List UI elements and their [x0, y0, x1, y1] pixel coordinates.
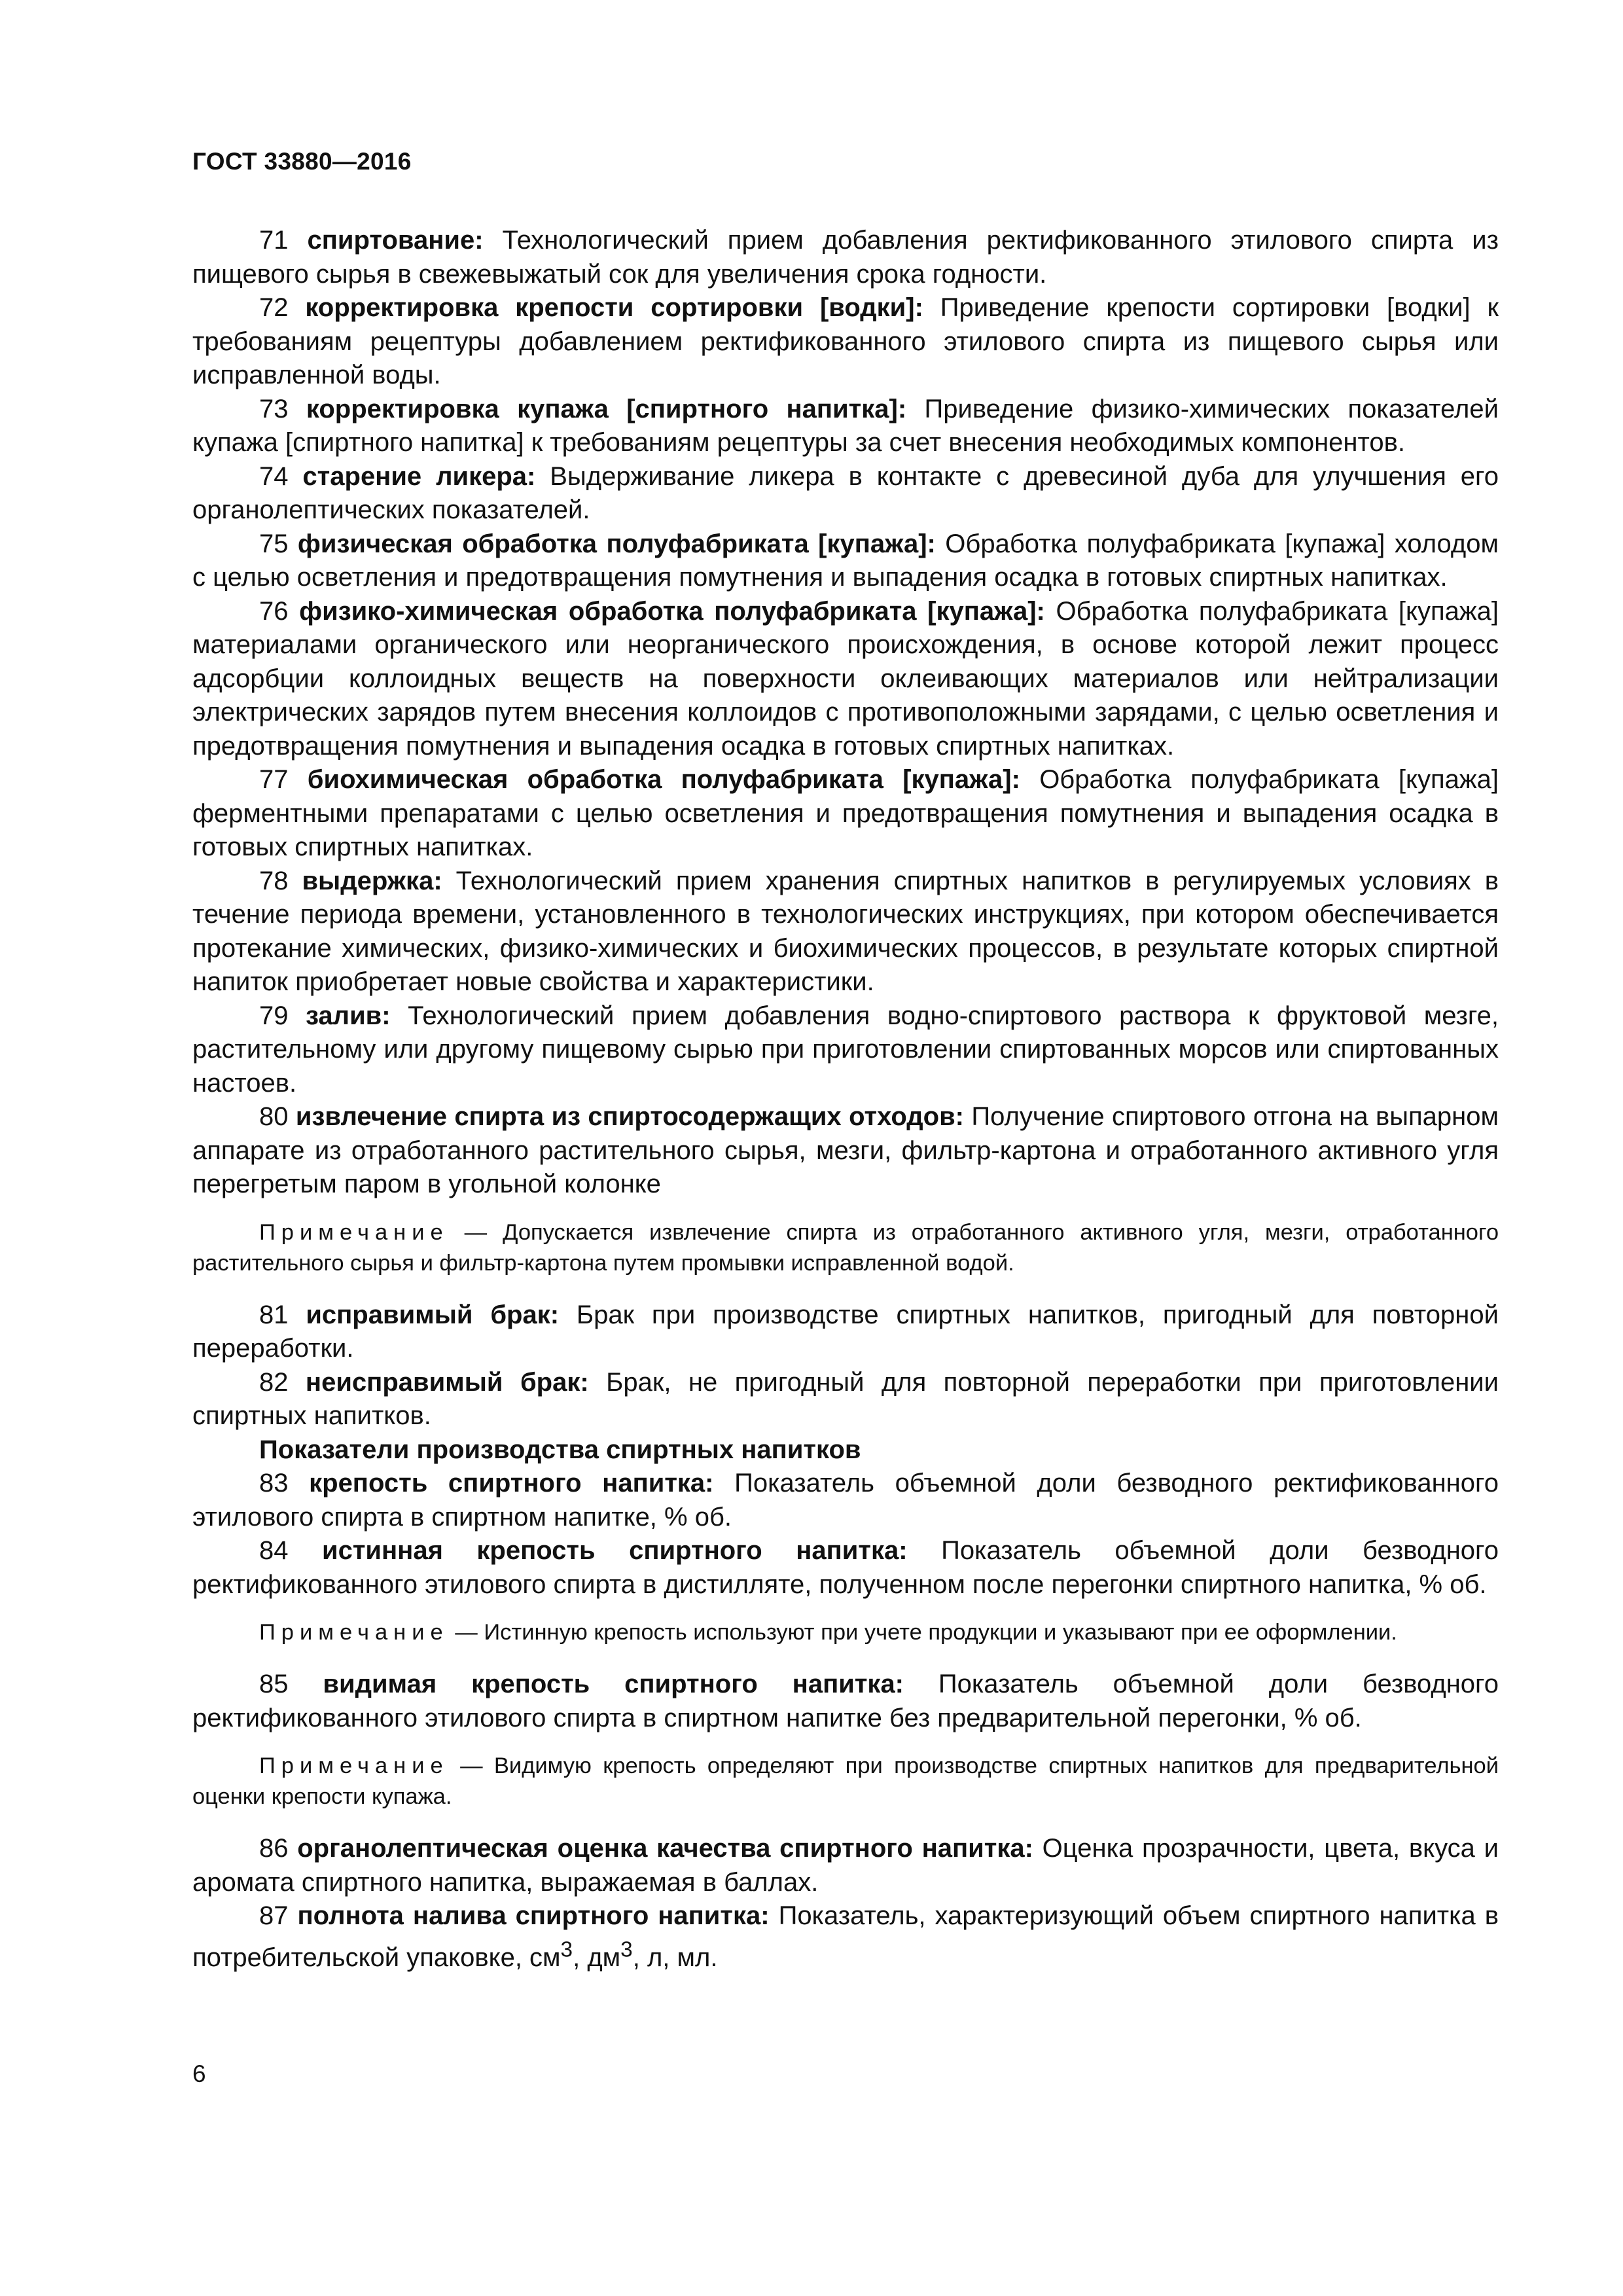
entry-87: 87 полнота налива спиртного напитка: Показатель, характеризующий объем спиртного напитка в потребительской упаковке, $см^3$, $дм^3$, л, мл. [192, 1901, 1499, 1972]
term: полнота налива спиртного напитка: [297, 1901, 770, 1930]
term: физико-химическая обработка полуфабриката [купажа]: [299, 596, 1045, 626]
definition: Показатель объемной доли безводного ректификованного этилового спирта в спиртном напитке без предварительной перегонки, % об. [192, 1670, 1499, 1732]
entry-71: 71 спиртование: Технологический прием добавления ректификованного этилового спирта из пищевого сырья в свежевыжатый сок для увеличения срока годности. [192, 226, 1499, 289]
term: истинная крепость спиртного напитка: [322, 1536, 908, 1565]
term: корректировка крепости сортировки [водки]: [305, 293, 923, 322]
term: биохимическая обработка полуфабриката [купажа]: [307, 765, 1020, 794]
definition: Технологический прием хранения спиртных напитков в регулируемых условиях в течение периода времени, установленного в технологических инструкциях, при котором обеспечивается протекание химических, физико-химических и биохимических процессов, в результате которых спиртной напиток приобретает новые свойства и характеристики. [192, 866, 1499, 996]
note-text: — Видимую крепость определяют при производстве спиртных напитков для предварительной оценки крепости купажа. [192, 1753, 1499, 1809]
definition: Технологический прием добавления ректификованного этилового спирта из пищевого сырья в свежевыжатый сок для увеличения срока годности. [192, 226, 1499, 289]
term: выдержка: [302, 866, 442, 895]
note-text: — Допускается извлечение спирта из отработанного активного угля, мезги, отработанного растительного сырья и фильтр-картона путем промывки исправленной водой. [192, 1219, 1499, 1276]
document-body [192, 224, 1499, 1975]
term: спиртование: [307, 226, 484, 255]
entry-78: 78 выдержка: Технологический прием хранения спиртных напитков в регулируемых условиях в течение периода времени, установленного в технологических инструкциях, при котором обеспечивается протекание химических, физико-химических и биохимических процессов, в результате которых спиртной напиток приобретает новые свойства и характеристики. [192, 866, 1499, 996]
term: физическая обработка полуфабриката [купажа]: [297, 529, 936, 558]
note-label: Примечание [259, 1620, 449, 1645]
term: крепость спиртного напитка: [309, 1469, 714, 1498]
entry-76: 76 физико-химическая обработка полуфабриката [купажа]: Обработка полуфабриката [купажа] материалами органического или неорганического происхождения, в основе которой лежит процесс адсорбции коллоидных веществ на поверхности оклеивающих материалов или нейтрализации электрических зарядов путем внесения коллоидов с противоположными зарядами, с целью осветления и предотвращения помутнения и выпадения осадка в готовых спиртных напитках. [192, 596, 1499, 761]
term: корректировка купажа [спиртного напитка]: [306, 394, 907, 423]
definition: Обработка полуфабриката [купажа] материалами органического или неорганического происхождения, в основе которой лежит процесс адсорбции коллоидных веществ на поверхности оклеивающих материалов или нейтрализации электрических зарядов путем внесения коллоидов с противоположными зарядами, с целью осветления и предотвращения помутнения и выпадения осадка в готовых спиртных напитках. [192, 596, 1499, 761]
definition: Обработка полуфабриката [купажа] ферментными препаратами с целью осветления и предотвращения помутнения и выпадения осадка в готовых спиртных напитках. [192, 765, 1499, 861]
definition: Выдерживание ликера в контакте с древесиной дуба для улучшения его органолептических показателей. [192, 461, 1499, 524]
entry-83: 83 крепость спиртного напитка: Показатель объемной доли безводного ректификованного этилового спирта в спиртном напитке, % об. [192, 1469, 1499, 1532]
entry-77: 77 биохимическая обработка полуфабриката [купажа]: Обработка полуфабриката [купажа] ферментными препаратами с целью осветления и предотвращения помутнения и выпадения осадка в готовых спиртных напитках. [192, 765, 1499, 861]
definition: Обработка полуфабриката [купажа] холодом с целью осветления и предотвращения помутнения и выпадения осадка в готовых спиртных напитках. [192, 529, 1499, 592]
definition: Приведение крепости сортировки [водки] к требованиям рецептуры добавлением ректификованного этилового спирта из пищевого сырья или исправленной воды. [192, 293, 1499, 389]
term: исправимый брак: [306, 1300, 560, 1329]
document-header: ГОСТ 33880—2016 [192, 148, 412, 175]
entry-84: 84 истинная крепость спиртного напитка: Показатель объемной доли безводного ректификованного этилового спирта в дистилляте, полученном после перегонки спиртного напитка, % об. [192, 1536, 1499, 1599]
term: видимая крепость спиртного напитка: [323, 1670, 904, 1698]
entry-73: 73 корректировка купажа [спиртного напитка]: Приведение физико-химических показателей купажа [спиртного напитка] к требованиям рецептуры за счет внесения необходимых компонентов. [192, 394, 1499, 457]
definition: Показатель объемной доли безводного ректификованного этилового спирта в дистилляте, полученном после перегонки спиртного напитка, % об. [192, 1536, 1499, 1599]
entry-80: 80 извлечение спирта из спиртосодержащих отходов: Получение спиртового отгона на выпарном аппарате из отработанного растительного сырья, мезги, фильтр-картона и отработанного активного угля перегретым паром в угольной колонке [192, 1102, 1499, 1198]
note-label: Примечание [259, 1753, 449, 1778]
definition: Приведение физико-химических показателей купажа [спиртного напитка] к требованиям рецептуры за счет внесения необходимых компонентов. [192, 394, 1499, 457]
definition: Брак при производстве спиртных напитков, пригодный для повторной переработки. [192, 1300, 1499, 1363]
entry-75: 75 физическая обработка полуфабриката [купажа]: Обработка полуфабриката [купажа] холодом с целью осветления и предотвращения помутнения и выпадения осадка в готовых спиртных напитках. [192, 529, 1499, 592]
definition: Оценка прозрачности, цвета, вкуса и аромата спиртного напитка, выражаемая в баллах. [192, 1834, 1499, 1897]
term: органолептическая оценка качества спиртного напитка: [297, 1834, 1033, 1863]
entry-72: 72 корректировка крепости сортировки [водки]: Приведение крепости сортировки [водки] к требованиям рецептуры добавлением ректификованного этилового спирта из пищевого сырья или исправленной воды. [192, 293, 1499, 389]
term: извлечение спирта из спиртосодержащих отходов: [295, 1102, 964, 1131]
note-entry-84 [192, 1617, 1499, 1648]
note-label: Примечание [259, 1219, 449, 1245]
definition: Получение спиртового отгона на выпарном аппарате из отработанного растительного сырья, мезги, фильтр-картона и отработанного активного угля перегретым паром в угольной колонке [192, 1102, 1499, 1198]
page-number: 6 [192, 2060, 206, 2087]
entry-86: 86 органолептическая оценка качества спиртного напитка: Оценка прозрачности, цвета, вкуса и аромата спиртного напитка, выражаемая в баллах. [192, 1834, 1499, 1897]
entry-81: 81 исправимый брак: Брак при производстве спиртных напитков, пригодный для повторной переработки. [192, 1300, 1499, 1363]
definition: Показатель объемной доли безводного ректификованного этилового спирта в спиртном напитке, % об. [192, 1469, 1499, 1532]
entry-79: 79 залив: Технологический прием добавления водно-спиртового раствора к фруктовой мезге, растительному или другому пищевому сырью при приготовлении спиртованных морсов или спиртованных настоев. [192, 1001, 1499, 1098]
definition: Показатель, характеризующий объем спиртного напитка в потребительской упаковке, $см^3$, $дм^3$, л, мл. [192, 1901, 1499, 1972]
note-entry-85 [192, 1751, 1499, 1812]
term: старение ликера: [302, 461, 536, 491]
term: неисправимый брак: [305, 1367, 589, 1397]
definition: Брак, не пригодный для повторной переработки при приготовлении спиртных напитков. [192, 1367, 1499, 1430]
entry-85: 85 видимая крепость спиртного напитка: Показатель объемной доли безводного ректификованного этилового спирта в спиртном напитке без предварительной перегонки, % об. [192, 1670, 1499, 1732]
definition: Технологический прием добавления водно-спиртового раствора к фруктовой мезге, растительному или другому пищевому сырью при приготовлении спиртованных морсов или спиртованных настоев. [192, 1001, 1499, 1098]
entry-82: 82 неисправимый брак: Брак, не пригодный для повторной переработки при приготовлении спиртных напитков. [192, 1367, 1499, 1430]
term: залив: [306, 1001, 391, 1030]
note-entry-80 [192, 1217, 1499, 1279]
section-heading: Показатели производства спиртных напитков [259, 1435, 861, 1464]
entry-74: 74 старение ликера: Выдерживание ликера в контакте с древесиной дуба для улучшения его органолептических показателей. [192, 461, 1499, 524]
note-text: — Истинную крепость используют при учете продукции и указывают при ее оформлении. [455, 1620, 1397, 1645]
